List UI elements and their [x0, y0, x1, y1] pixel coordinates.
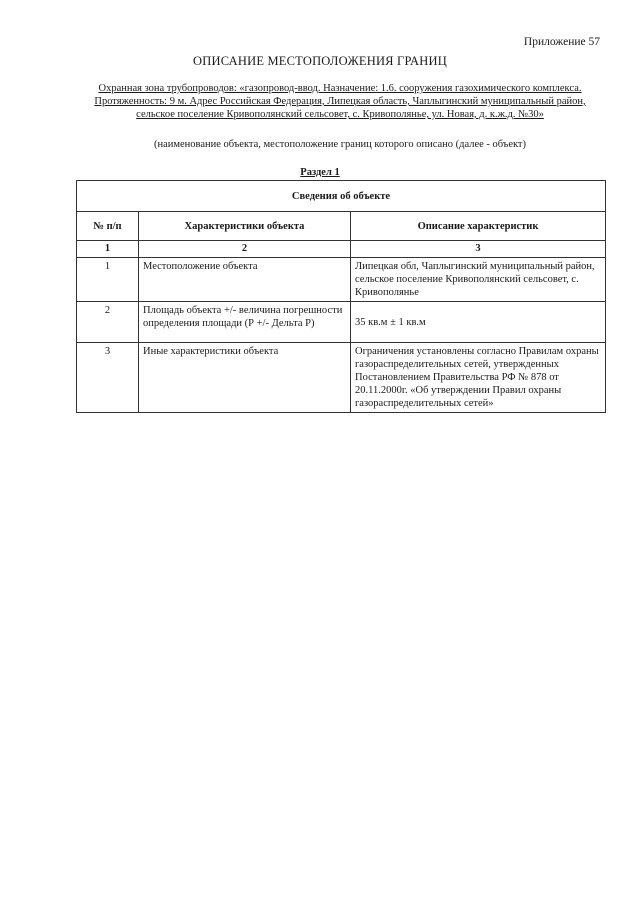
- object-caption: (наименование объекта, местоположение границ которого описано (далее - объект): [153, 139, 527, 150]
- row-number: 1: [77, 258, 139, 302]
- row-characteristic: Иные характеристики объекта: [139, 343, 351, 413]
- column-header-number: № п/п: [77, 212, 139, 241]
- table-caption: Сведения об объекте: [77, 181, 606, 212]
- table-row: [77, 258, 606, 302]
- row-description: 35 кв.м ± 1 кв.м: [351, 302, 606, 343]
- table-row: [77, 302, 606, 343]
- row-description: Ограничения установлены согласно Правилам охраны газораспределительных сетей, утвержденных Постановлением Правительства РФ № 878 от 20.11.2000г. «Об утверждении Правил охраны газораспределительных сетей»: [351, 343, 606, 413]
- table-row: [77, 343, 606, 413]
- row-characteristic: Площадь объекта +/- величина погрешности определения площади (Р +/- Дельта Р): [139, 302, 351, 343]
- row-characteristic: Местоположение объекта: [139, 258, 351, 302]
- column-number: 1: [77, 241, 139, 258]
- column-header-description: Описание характеристик: [351, 212, 606, 241]
- object-description: Охранная зона трубопроводов: «газопровод-ввод. Назначение: 1.6. сооружения газохимического комплекса. Протяженность: 9 м. Адрес Российская Федерация, Липецкая область, Чаплыгинский муниципальный район, сельское поселение Кривополянский сельсовет, с. Кривополянье, ул. Новая, д. к.ж.д. №30»: [94, 83, 586, 120]
- section-title: Раздел 1: [300, 167, 340, 178]
- column-number: 3: [351, 241, 606, 258]
- document-title: ОПИСАНИЕ МЕСТОПОЛОЖЕНИЯ ГРАНИЦ: [193, 54, 447, 68]
- object-info-table: [76, 180, 606, 413]
- row-number: 3: [77, 343, 139, 413]
- appendix-label: Приложение 57: [523, 36, 600, 48]
- column-header-characteristic: Характеристики объекта: [139, 212, 351, 241]
- row-number: 2: [77, 302, 139, 343]
- row-description: Липецкая обл, Чаплыгинский муниципальный район, сельское поселение Кривополянский сельсовет, с. Кривополянье: [351, 258, 606, 302]
- column-number: 2: [139, 241, 351, 258]
